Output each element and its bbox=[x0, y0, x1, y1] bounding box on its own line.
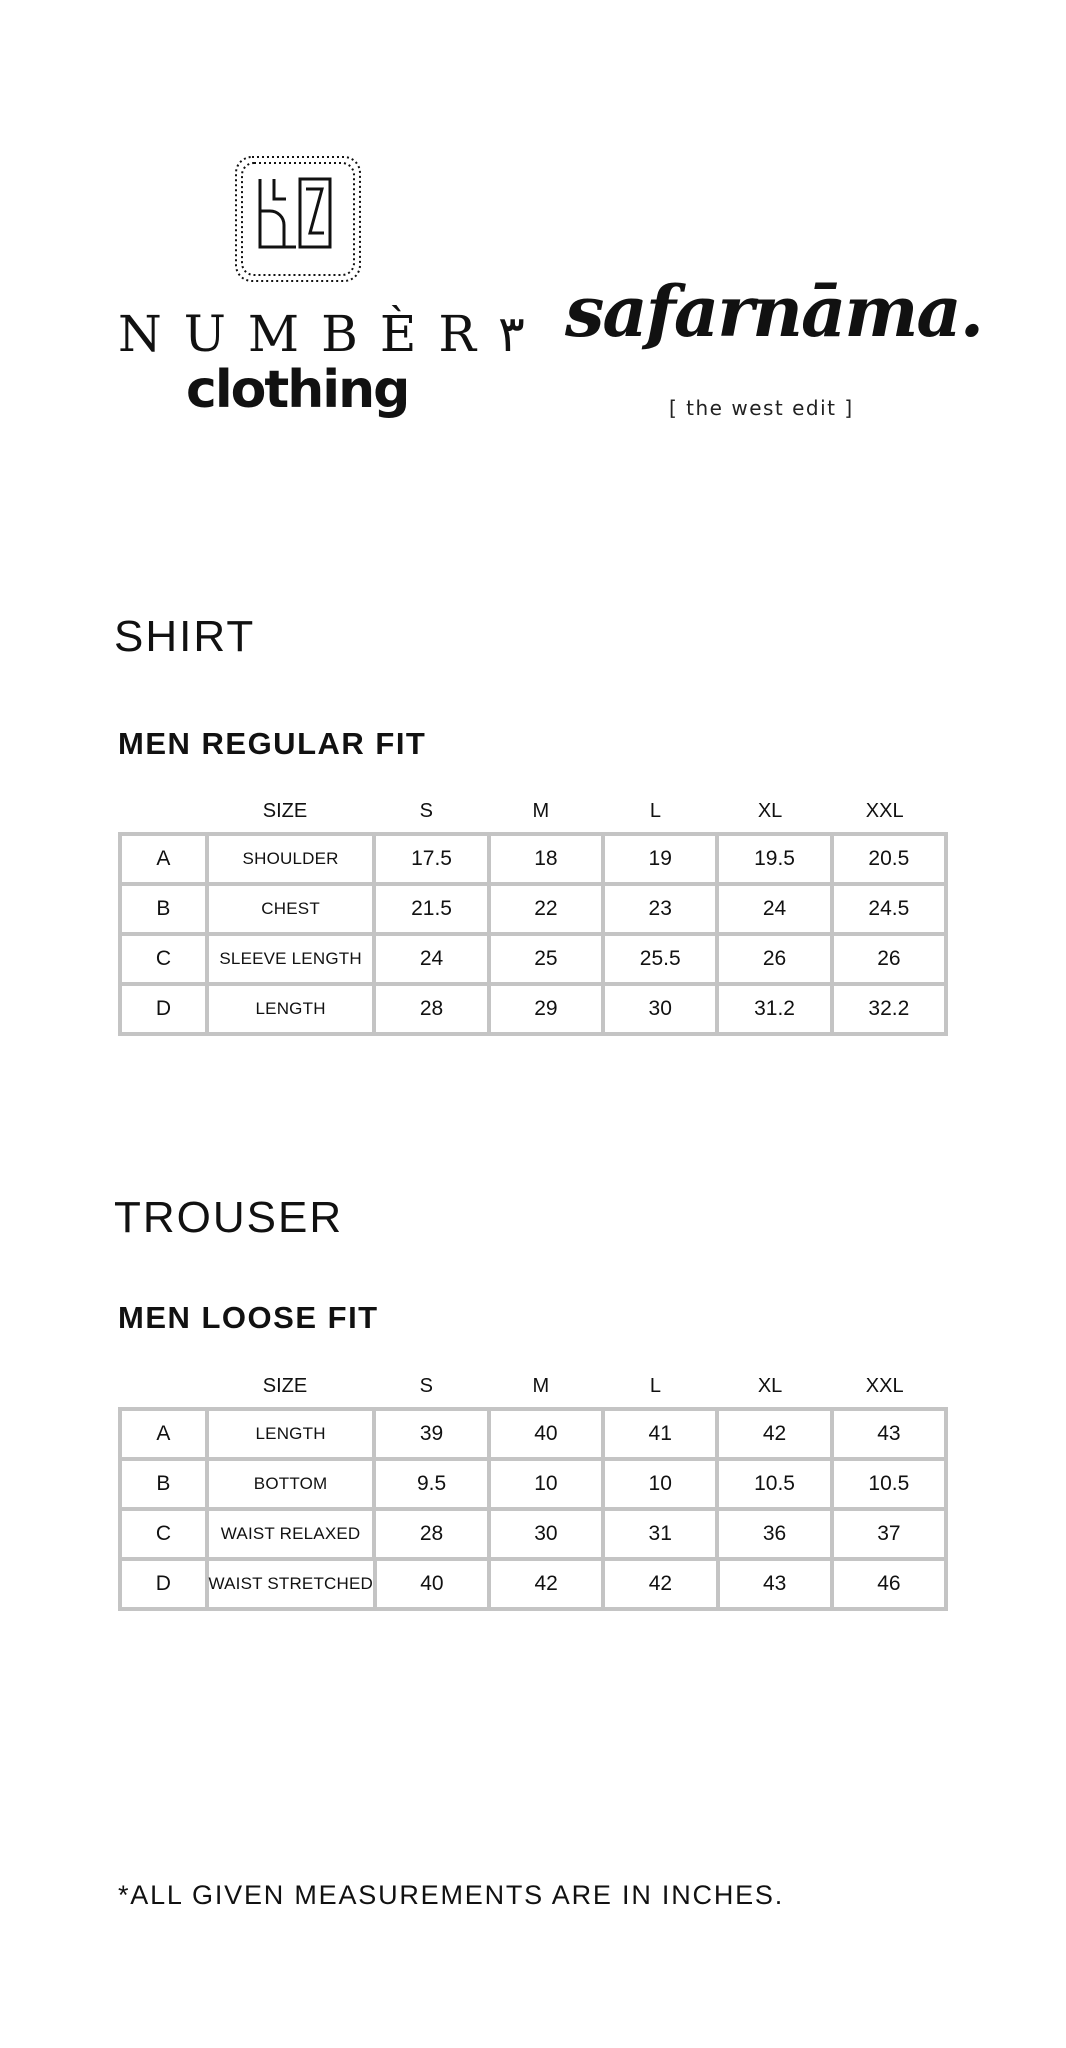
row-letter: D bbox=[155, 1572, 171, 1595]
cell-value: 42 bbox=[715, 1411, 829, 1457]
trouser-table-header bbox=[118, 1365, 948, 1407]
cell-value: 21.5 bbox=[372, 886, 486, 932]
cell-value: 37 bbox=[830, 1511, 944, 1557]
cell-value: 32.2 bbox=[830, 986, 944, 1032]
row-measurement-name: SHOULDER bbox=[205, 836, 373, 882]
header-size-label: SIZE bbox=[262, 799, 308, 822]
shirt-table-header bbox=[118, 790, 948, 832]
safarnama-wordmark: safarnāma. bbox=[565, 270, 983, 353]
header-size-m: M bbox=[532, 1374, 550, 1397]
row-letter: B bbox=[156, 1472, 171, 1495]
row-letter: A bbox=[156, 847, 171, 870]
cell-value: 28 bbox=[372, 1511, 486, 1557]
cell-value: 24 bbox=[372, 936, 486, 982]
cell-value: 30 bbox=[487, 1511, 601, 1557]
trouser-fit-title: MEN LOOSE FIT bbox=[118, 1300, 379, 1335]
cell-value: 30 bbox=[601, 986, 715, 1032]
table-row bbox=[122, 982, 944, 1032]
row-measurement-name: WAIST STRETCHED bbox=[205, 1561, 373, 1607]
cell-value: 31 bbox=[601, 1511, 715, 1557]
cell-value: 19.5 bbox=[715, 836, 829, 882]
cell-value: 10 bbox=[601, 1461, 715, 1507]
table-row bbox=[122, 882, 944, 932]
number3-monogram-icon bbox=[234, 155, 362, 283]
header-size-xxl: XXL bbox=[865, 1374, 904, 1397]
measurement-units-note: *ALL GIVEN MEASUREMENTS ARE IN INCHES. bbox=[118, 1880, 785, 1910]
cell-value: 10.5 bbox=[830, 1461, 944, 1507]
header-size-xxl: XXL bbox=[865, 799, 904, 822]
cell-value: 24.5 bbox=[830, 886, 944, 932]
cell-value: 28 bbox=[372, 986, 486, 1032]
cell-value: 23 bbox=[601, 886, 715, 932]
cell-value: 26 bbox=[715, 936, 829, 982]
row-letter: C bbox=[155, 947, 171, 970]
cell-value: 40 bbox=[487, 1411, 601, 1457]
header-size-xl: XL bbox=[757, 799, 783, 822]
trouser-size-table bbox=[118, 1365, 948, 1611]
trouser-section-title: TROUSER bbox=[114, 1193, 344, 1242]
row-measurement-name: BOTTOM bbox=[205, 1461, 373, 1507]
table-row bbox=[122, 1507, 944, 1557]
cell-value: 18 bbox=[487, 836, 601, 882]
cell-value: 22 bbox=[487, 886, 601, 932]
cell-value: 40 bbox=[373, 1561, 487, 1607]
shirt-size-table bbox=[118, 790, 948, 1036]
cell-value: 43 bbox=[716, 1561, 830, 1607]
header-size-s: S bbox=[419, 1374, 433, 1397]
cell-value: 31.2 bbox=[715, 986, 829, 1032]
row-measurement-name: SLEEVE LENGTH bbox=[205, 936, 373, 982]
row-letter: C bbox=[155, 1522, 171, 1545]
cell-value: 39 bbox=[372, 1411, 486, 1457]
shirt-fit-title: MEN REGULAR FIT bbox=[118, 726, 427, 761]
clothing-wordmark: clothing bbox=[186, 360, 409, 420]
shirt-section-title: SHIRT bbox=[114, 612, 256, 661]
cell-value: 42 bbox=[601, 1561, 715, 1607]
safarnama-logo bbox=[565, 270, 983, 430]
cell-value: 24 bbox=[715, 886, 829, 932]
cell-value: 9.5 bbox=[372, 1461, 486, 1507]
row-letter: A bbox=[156, 1422, 171, 1445]
cell-value: 19 bbox=[601, 836, 715, 882]
cell-value: 46 bbox=[830, 1561, 944, 1607]
table-row bbox=[122, 1457, 944, 1507]
header-size-l: L bbox=[649, 1374, 662, 1397]
cell-value: 43 bbox=[830, 1411, 944, 1457]
cell-value: 42 bbox=[487, 1561, 601, 1607]
cell-value: 17.5 bbox=[372, 836, 486, 882]
numbere-wordmark: NUMBÈR٣ bbox=[118, 305, 525, 363]
trouser-table-grid bbox=[118, 1407, 948, 1611]
cell-value: 20.5 bbox=[830, 836, 944, 882]
header-size-xl: XL bbox=[757, 1374, 783, 1397]
cell-value: 10 bbox=[487, 1461, 601, 1507]
cell-value: 29 bbox=[487, 986, 601, 1032]
cell-value: 25 bbox=[487, 936, 601, 982]
row-measurement-name: CHEST bbox=[205, 886, 373, 932]
table-row bbox=[122, 1411, 944, 1457]
cell-value: 41 bbox=[601, 1411, 715, 1457]
cell-value: 36 bbox=[715, 1511, 829, 1557]
safarnama-tagline: [ the west edit ] bbox=[669, 396, 854, 420]
shirt-table-grid bbox=[118, 832, 948, 1036]
cell-value: 26 bbox=[830, 936, 944, 982]
table-row bbox=[122, 836, 944, 882]
row-letter: D bbox=[155, 997, 171, 1020]
table-row bbox=[122, 1557, 944, 1607]
header-size-s: S bbox=[419, 799, 433, 822]
header-size-l: L bbox=[649, 799, 662, 822]
numbere-clothing-logo bbox=[118, 155, 525, 435]
row-measurement-name: LENGTH bbox=[205, 1411, 373, 1457]
row-measurement-name: WAIST RELAXED bbox=[205, 1511, 373, 1557]
header-size-label: SIZE bbox=[262, 1374, 308, 1397]
table-row bbox=[122, 932, 944, 982]
row-letter: B bbox=[156, 897, 171, 920]
cell-value: 25.5 bbox=[601, 936, 715, 982]
header-size-m: M bbox=[532, 799, 550, 822]
row-measurement-name: LENGTH bbox=[205, 986, 373, 1032]
cell-value: 10.5 bbox=[715, 1461, 829, 1507]
